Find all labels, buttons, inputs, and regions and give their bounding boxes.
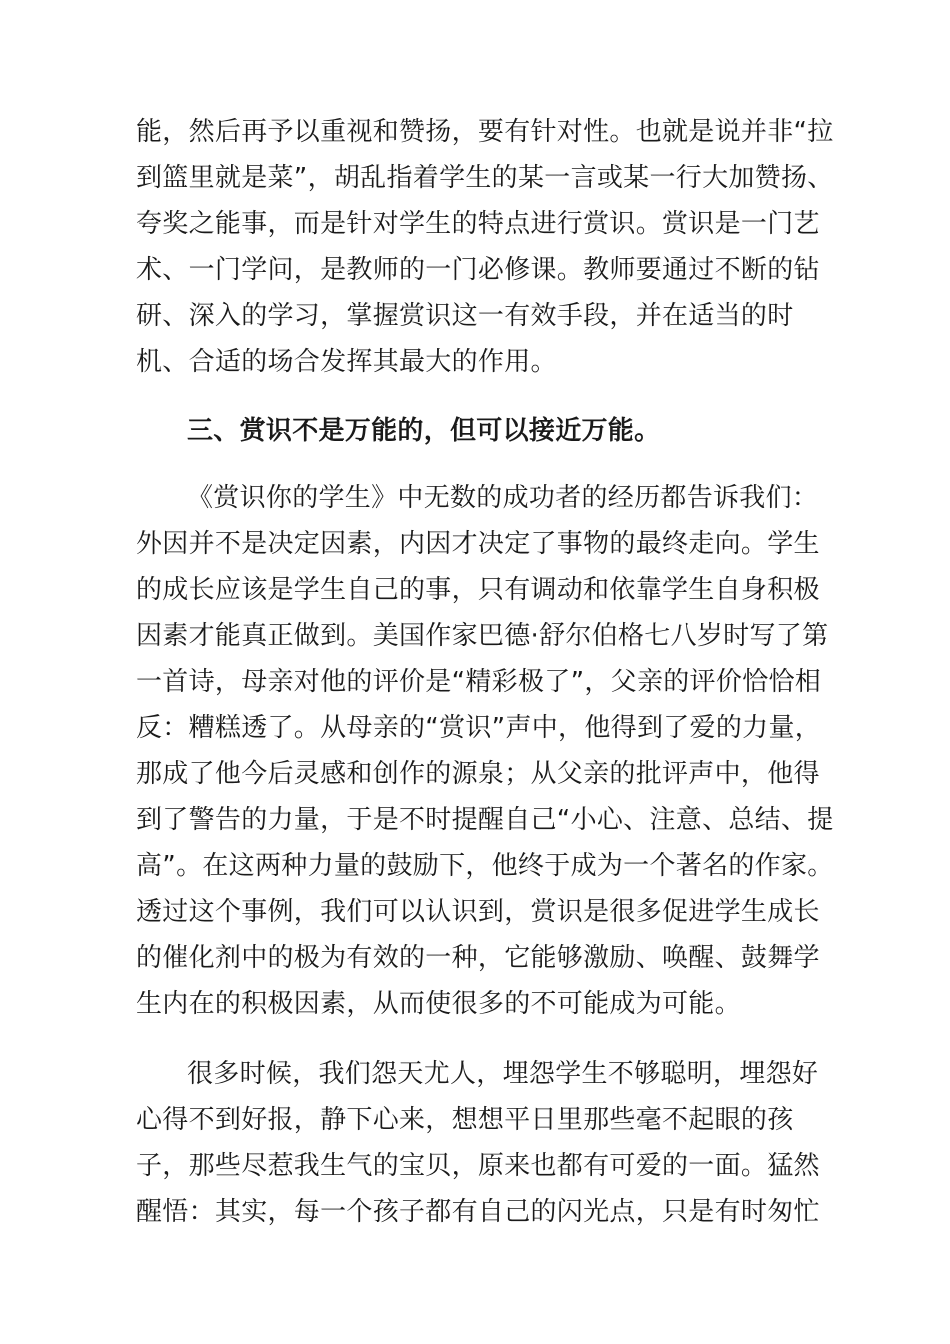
paragraph-2-line-10: 透过这个事例，我们可以认识到，赏识是很多促进学生成长: [136, 897, 820, 927]
paragraph-2-line-8: 到了警告的力量，于是不时提醒自己“小心、注意、总结、提: [136, 805, 834, 835]
paragraph-3-line-2: 心得不到好报，静下心来，想想平日里那些毫不起眼的孩: [136, 1105, 794, 1135]
paragraph-1-line-2: 到篮里就是菜”，胡乱指着学生的某一言或某一行大加赞扬、: [136, 163, 834, 193]
paragraph-2-line-3: 的成长应该是学生自己的事，只有调动和依靠学生自身积极: [136, 575, 820, 605]
section-heading: 三、赏识不是万能的，但可以接近万能。: [187, 416, 661, 446]
paragraph-3-line-1: 很多时候，我们怨天尤人，埋怨学生不够聪明，埋怨好: [187, 1059, 819, 1089]
paragraph-2-line-6: 反：糟糕透了。从母亲的“赏识”声中，他得到了爱的力量，: [136, 713, 822, 743]
paragraph-1-line-4: 术、一门学问，是教师的一门必修课。教师要通过不断的钻: [136, 255, 820, 285]
paragraph-1-line-5: 研、深入的学习，掌握赏识这一有效手段，并在适当的时: [136, 301, 794, 331]
paragraph-3-line-4: 醒悟：其实，每一个孩子都有自己的闪光点，只是有时匆忙: [136, 1197, 820, 1227]
paragraph-1-line-1: 能，然后再予以重视和赞扬，要有针对性。也就是说并非“拉: [136, 117, 834, 147]
paragraph-2-line-2: 外因并不是决定因素，内因才决定了事物的最终走向。学生: [136, 529, 820, 559]
paragraph-3-line-3: 子，那些尽惹我生气的宝贝，原来也都有可爱的一面。猛然: [136, 1151, 820, 1181]
paragraph-2-line-4: 因素才能真正做到。美国作家巴德·舒尔伯格七八岁时写了第: [136, 621, 829, 651]
paragraph-1-line-6: 机、合适的场合发挥其最大的作用。: [136, 347, 557, 377]
paragraph-2-line-5: 一首诗，母亲对他的评价是“精彩极了”，父亲的评价恰恰相: [136, 667, 822, 697]
paragraph-2-line-1: 《赏识你的学生》中无数的成功者的经历都告诉我们：: [187, 483, 819, 513]
paragraph-2-line-12: 生内在的积极因素，从而使很多的不可能成为可能。: [136, 989, 741, 1019]
paragraph-2-line-7: 那成了他今后灵感和创作的源泉；从父亲的批评声中，他得: [136, 759, 820, 789]
paragraph-2-line-11: 的催化剂中的极为有效的一种，它能够激励、唤醒、鼓舞学: [136, 943, 820, 973]
paragraph-1-line-3: 夸奖之能事，而是针对学生的特点进行赏识。赏识是一门艺: [136, 209, 820, 239]
paragraph-2-line-9: 高”。在这两种力量的鼓励下，他终于成为一个著名的作家。: [136, 851, 834, 881]
